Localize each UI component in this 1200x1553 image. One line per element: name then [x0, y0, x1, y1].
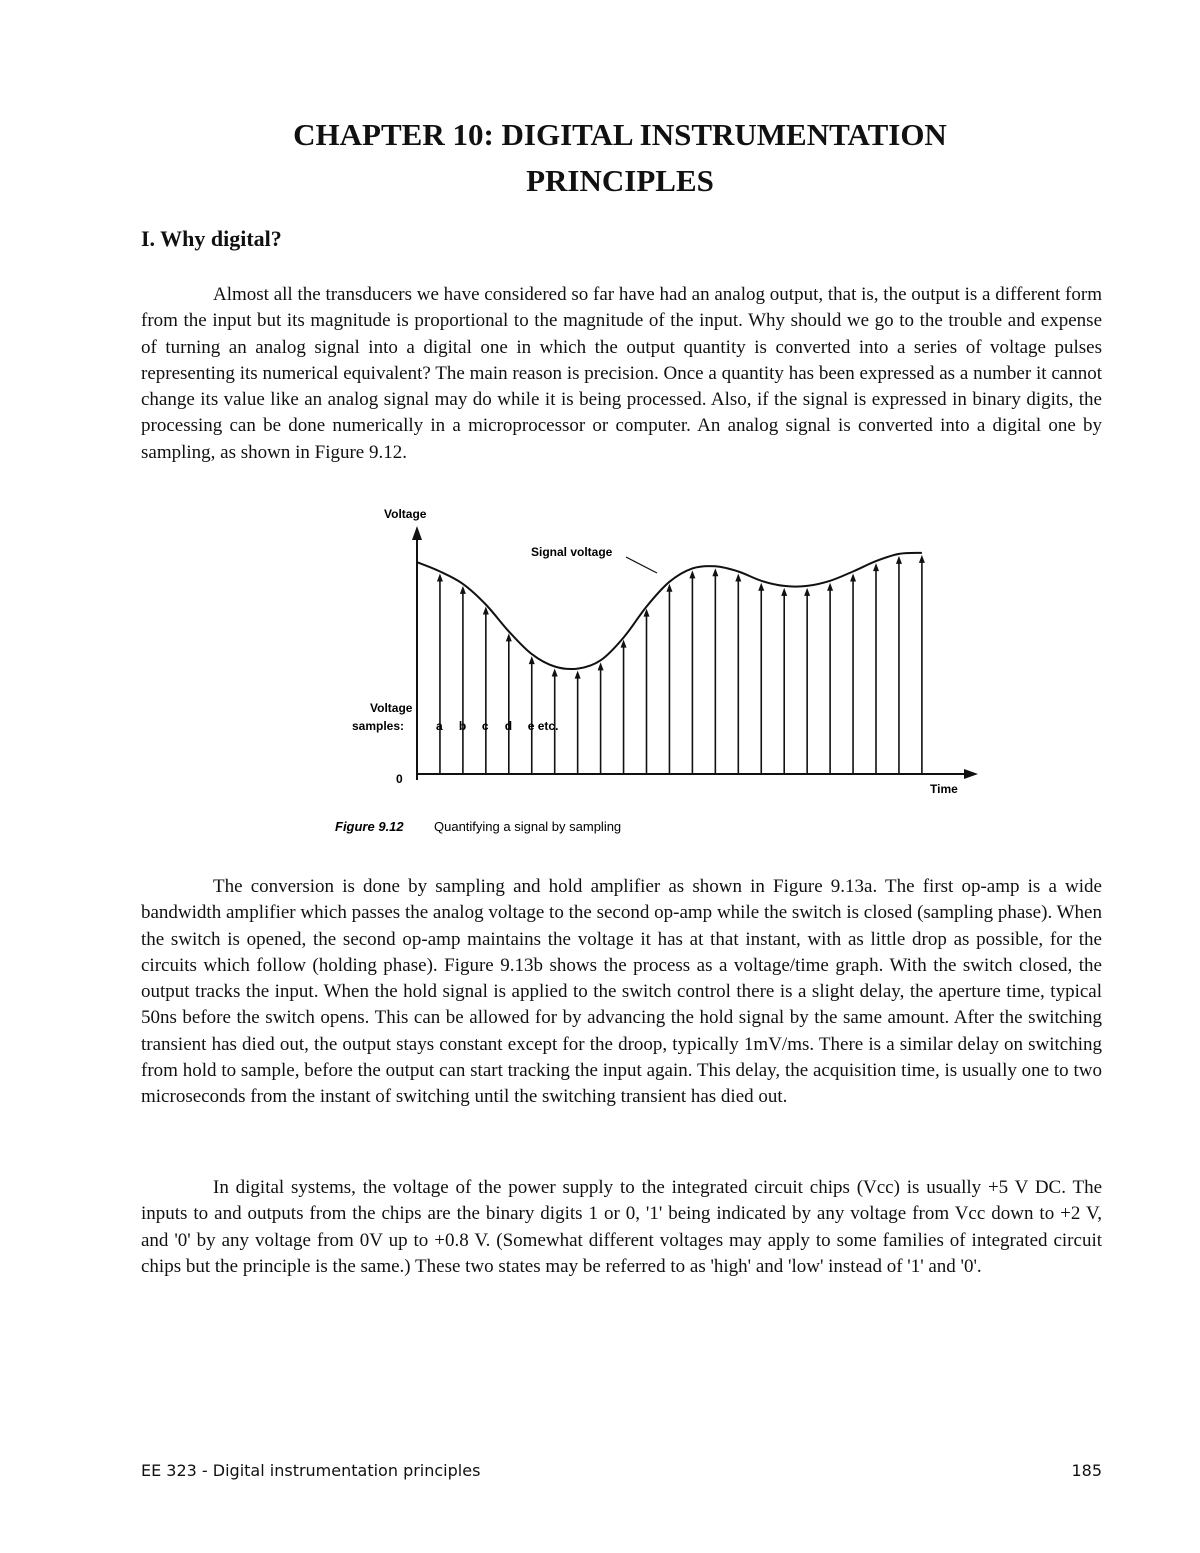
sampling-chart [326, 496, 988, 846]
sample-arrowhead [804, 588, 810, 596]
voltage-samples-label-line1: Voltage [370, 701, 413, 715]
sample-arrowhead [712, 568, 718, 576]
section-heading: I. Why digital? [141, 226, 282, 251]
sample-arrowhead [873, 563, 879, 571]
sample-arrowhead [850, 573, 856, 581]
page-title [100, 112, 1140, 204]
sample-letter: a [435, 719, 443, 733]
sample-letter: e etc. [527, 719, 559, 733]
sample-arrowhead [735, 573, 741, 581]
figure-caption-number: Figure 9.12 [335, 819, 404, 834]
y-axis-arrowhead [412, 526, 422, 540]
sample-arrowhead [781, 588, 787, 596]
sample-arrowhead [552, 669, 558, 677]
paragraph-2: The conversion is done by sampling and hold amplifier as shown in Figure 9.13a. The first op-amp is a wide bandwidth amplifier which passes the analog voltage to the second op-amp while the switch is closed (sampling phase). When the switch is opened, the second op-amp maintains the voltage it has at that instant, with as little drop as possible, for the circuits which follow (holding phase). Figure 9.13b shows the process as a voltage/time graph. With the switch closed, the output tracks the input. When the hold signal is applied to the switch control there is a slight delay, the aperture time, typical 50ns before the switch opens. This can be allowed for by advancing the hold signal by the same amount. After the switching transient has died out, the output stays constant except for the droop, typically 1mV/ms. There is a similar delay on switching from hold to sample, before the output can start tracking the input again. This delay, the acquisition time, is usually one to two microseconds from the instant of switching until the switching transient has died out. [141, 876, 1102, 1108]
signal-voltage-label: Signal voltage [531, 545, 613, 559]
sample-arrowhead [598, 662, 604, 670]
sample-letters-group [436, 719, 558, 733]
sample-arrowhead [689, 570, 695, 578]
sample-arrowhead [575, 671, 581, 679]
figure-9-12 [326, 496, 988, 846]
footer-course-title: EE 323 - Digital instrumentation principles [141, 1461, 481, 1480]
paragraph-1: Almost all the transducers we have considered so far have had an analog output, that is, the output is a different form from the input but its magnitude is proportional to the magnitude of the input. Why should we go to the trouble and expense of turning an analog signal into a digital one in which the output quantity is converted into a series of voltage pulses representing its numerical equivalent? The main reason is precision. Once a quantity has been expressed as a number it cannot change its value like an analog signal may do while it is being processed. Also, if the signal is expressed in binary digits, the processing can be done numerically in a microprocessor or computer. An analog signal is converted into a digital one by sampling, as shown in Figure 9.12. [141, 284, 1102, 463]
sample-arrowhead [460, 586, 466, 594]
x-axis-label: Time [930, 782, 958, 796]
figure-caption-text: Quantifying a signal by sampling [434, 819, 622, 834]
sample-letter: d [504, 719, 513, 733]
sample-arrowhead [758, 583, 764, 591]
title-line-1: CHAPTER 10: DIGITAL INSTRUMENTATION [293, 117, 947, 152]
title-line-2: PRINCIPLES [526, 163, 714, 198]
footer-page-number: 185 [1071, 1461, 1102, 1480]
sample-letter: b [458, 719, 467, 733]
sample-arrowhead [896, 556, 902, 564]
sample-lines-group [437, 555, 925, 774]
origin-label: 0 [396, 772, 403, 786]
sample-arrowhead [529, 656, 535, 664]
paragraph-3: In digital systems, the voltage of the power supply to the integrated circuit chips (Vcc) is usually +5 V DC. The inputs to and outputs from the chips are the binary digits 1 or 0, '1' being indicated by any voltage from Vcc down to +2 V, and '0' by any voltage from 0V up to +0.8 V. (Somewhat different voltages may apply to some families of integrated circuit chips but the principle is the same.) These two states may be referred to as 'high' and 'low' instead of '1' and '0'. [141, 1177, 1102, 1277]
voltage-samples-label-line2: samples: [352, 719, 405, 733]
y-axis-label: Voltage [384, 507, 427, 521]
sample-letter: c [481, 719, 489, 733]
curve-label-leader [626, 557, 657, 573]
sample-arrowhead [827, 583, 833, 591]
sample-arrowhead [437, 573, 443, 581]
sample-arrowhead [666, 584, 672, 592]
sample-arrowhead [919, 555, 925, 563]
x-axis-arrowhead [964, 769, 978, 779]
